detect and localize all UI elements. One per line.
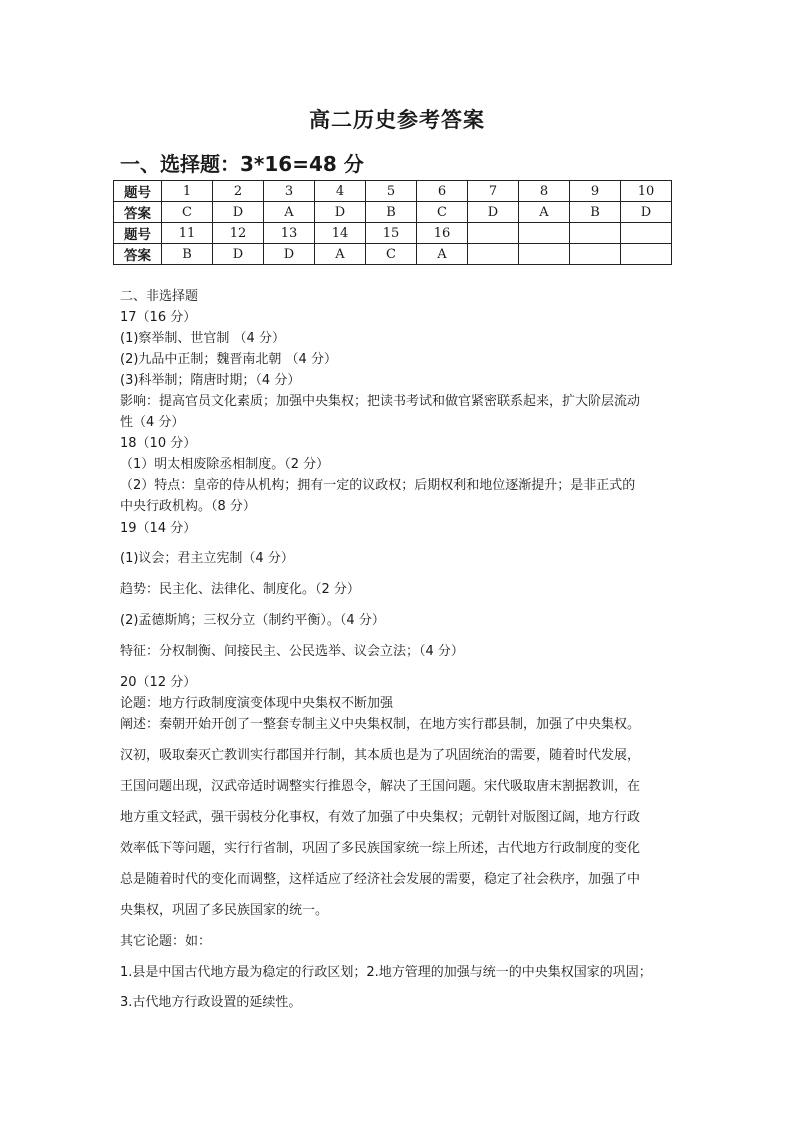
question-number-cell: 4 (315, 181, 366, 202)
question-number-cell: 5 (366, 181, 417, 202)
answer-cell: D (315, 202, 366, 223)
question-number-cell: 8 (519, 181, 570, 202)
answer-cell: A (315, 244, 366, 265)
text-line: 中央行政机构。（8 分） (120, 499, 256, 514)
text-line: 18（10 分） (120, 436, 197, 451)
answer-cell: C (417, 202, 468, 223)
text-line: 3.古代地方行政设置的延续性。 (120, 995, 302, 1010)
text-line: 论题：地方行政制度演变体现中央集权不断加强 (120, 696, 394, 711)
text-line: 19（14 分） (120, 521, 197, 536)
answer-cell: D (213, 202, 264, 223)
question-number-cell: 3 (264, 181, 315, 202)
question-number-cell: 9 (570, 181, 621, 202)
answer-cell (468, 244, 519, 265)
question-number-cell: 1 (162, 181, 213, 202)
text-line: (1)议会；君主立宪制（4 分） (120, 551, 294, 566)
answer-cell: A (417, 244, 468, 265)
answer-cell (570, 244, 621, 265)
text-line: 效率低下等问题，实行行省制，巩固了多民族国家统一综上所述，古代地方行政制度的变化 (120, 841, 641, 856)
answer-row (114, 244, 672, 265)
text-line: 趋势：民主化、法律化、制度化。（2 分） (120, 582, 360, 597)
answer-cell: D (213, 244, 264, 265)
question-number-cell (570, 223, 621, 244)
answer-cell (621, 244, 672, 265)
question-number-cell (468, 223, 519, 244)
question-number-cell (519, 223, 570, 244)
answer-cell: D (264, 244, 315, 265)
answer-cell: A (264, 202, 315, 223)
answer-cell: B (570, 202, 621, 223)
text-line: 1.县是中国古代地方最为稳定的行政区划；2.地方管理的加强与统一的中央集权国家的巩固； (120, 965, 652, 980)
question-number-cell: 14 (315, 223, 366, 244)
question-number-cell: 13 (264, 223, 315, 244)
question-number-row (114, 181, 672, 202)
text-line: (2)九品中正制；魏晋南北朝 （4 分） (120, 352, 337, 367)
text-line: 汉初，吸取秦灭亡教训实行郡国并行制，其本质也是为了巩固统治的需要，随着时代发展， (120, 748, 641, 763)
text-line: 性（4 分） (120, 415, 185, 430)
text-line: 地方重文轻武，强干弱枝分化事权，有效了加强了中央集权；元朝针对版图辽阔，地方行政 (120, 810, 641, 825)
row-header-answer: 答案 (114, 202, 162, 223)
answer-cell: B (162, 244, 213, 265)
answer-cell (519, 244, 570, 265)
question-number-cell: 6 (417, 181, 468, 202)
text-line: 二、非选择题 (120, 289, 199, 304)
question-number-cell: 2 (213, 181, 264, 202)
question-number-cell: 15 (366, 223, 417, 244)
question-number-row (114, 223, 672, 244)
question-number-cell (621, 223, 672, 244)
answer-cell: D (468, 202, 519, 223)
text-line: （2）特点：皇帝的侍从机构；拥有一定的议政权；后期权利和地位逐渐提升；是非正式的 (120, 478, 636, 493)
answer-cell: C (366, 244, 417, 265)
text-line: (2)孟德斯鸠；三权分立（制约平衡）。（4 分） (120, 613, 385, 628)
answer-cell: D (621, 202, 672, 223)
answer-cell: A (519, 202, 570, 223)
section-heading-multiple-choice: 一、选择题：3*16=48 分 (120, 152, 364, 176)
text-line: 特征：分权制衡、间接民主、公民选举、议会立法；（4 分） (120, 644, 464, 659)
row-header-question-number: 题号 (114, 181, 162, 202)
text-line: 王国问题出现，汉武帝适时调整实行推恩令，解决了王国问题。宋代吸取唐末割据教训，在 (120, 779, 641, 794)
text-line: (3)科举制；隋唐时期；（4 分） (120, 373, 301, 388)
question-number-cell: 16 (417, 223, 468, 244)
text-line: (1)察举制、世官制 （4 分） (120, 331, 285, 346)
answer-cell: C (162, 202, 213, 223)
text-line: 17（16 分） (120, 310, 197, 325)
text-line: 其它论题：如： (120, 934, 212, 949)
question-number-cell: 7 (468, 181, 519, 202)
question-number-cell: 12 (213, 223, 264, 244)
text-line: 总是随着时代的变化而调整，这样适应了经济社会发展的需要，稳定了社会秩序，加强了中 (120, 872, 641, 887)
row-header-question-number: 题号 (114, 223, 162, 244)
row-header-answer: 答案 (114, 244, 162, 265)
text-line: 20（12 分） (120, 675, 197, 690)
question-number-cell: 11 (162, 223, 213, 244)
question-number-cell: 10 (621, 181, 672, 202)
answer-row (114, 202, 672, 223)
text-line: （1）明太相废除丞相制度。（2 分） (120, 457, 330, 472)
page-title: 高二历史参考答案 (309, 108, 485, 132)
answer-cell: B (366, 202, 417, 223)
answer-table (113, 180, 672, 265)
text-line: 阐述：秦朝开始开创了一整套专制主义中央集权制，在地方实行郡县制，加强了中央集权。 (120, 717, 641, 732)
text-line: 影响：提高官员文化素质；加强中央集权；把读书考试和做官紧密联系起来，扩大阶层流动 (120, 394, 641, 409)
text-line: 央集权，巩固了多民族国家的统一。 (120, 903, 329, 918)
